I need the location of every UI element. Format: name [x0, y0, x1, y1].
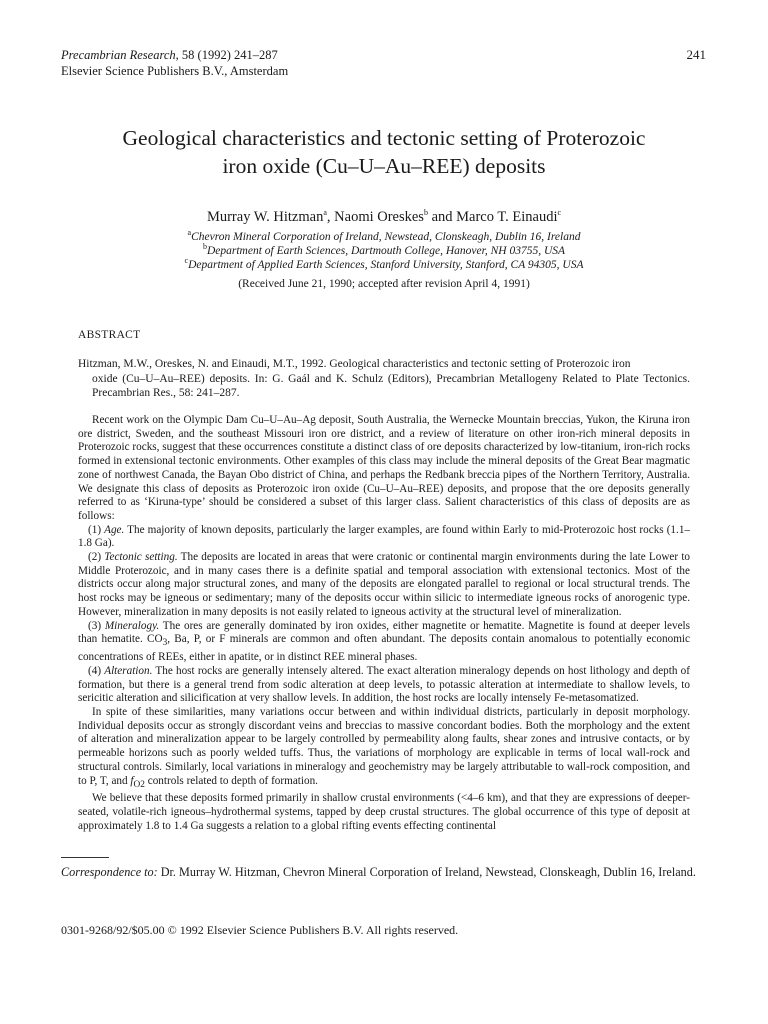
item-number: (4)	[88, 664, 105, 677]
item-label: Tectonic setting.	[104, 551, 178, 564]
journal-issue: 58 (1992) 241–287	[178, 48, 278, 62]
item-number: (1)	[88, 523, 105, 536]
footnote-rule	[61, 857, 109, 858]
citation-rest: oxide (Cu–U–Au–REE) deposits. In: G. Gaál and K. Schulz (Editors), Precambrian Metallogeny Related to Plate Tectonics. Precambrian Res., 58: 241–287.	[92, 372, 690, 400]
title-line-1: Geological characteristics and tectonic setting of Proterozoic	[122, 126, 646, 150]
abstract-body	[78, 414, 690, 834]
item-text: The ores are generally dominated by iron oxides, either magnetite or hematite. Magnetite is found at deeper levels than hematite. CO	[78, 619, 691, 646]
item-text: , Ba, P, or F minerals are common and often abundant. The deposits contain anomalous to potentially economic concentrations of REEs, either in apatite, or in distinct REE mineral phases.	[78, 633, 690, 664]
affiliation-text: Department of Earth Sciences, Dartmouth College, Hanover, NH 03755, USA	[206, 245, 566, 257]
item-text: The deposits are located in areas that were cratonic or continental margin environments during the late Lower to Middle Proterozoic, and in many cases there is a definite spatial and temporal association with extensional tectonics. Most of the districts occur along major structural zones, and many of the deposits are elongated parallel to regional or local structural trends. The host rocks may be igneous or sedimentary; many of the deposits occur within silicic to intermediate igneous rocks of anorogenic type. However, mineralization in many deposits is not easily related to igneous activity at the structural level of mineralization.	[78, 551, 691, 618]
affiliation-text: Department of Applied Earth Sciences, Stanford University, Stanford, CA 94305, USA	[188, 259, 584, 271]
correspondence-note	[61, 864, 707, 880]
author-separator: ,	[326, 209, 335, 225]
author-name: Murray W. Hitzman	[206, 209, 324, 225]
subscript: 3	[162, 638, 168, 649]
title-line-2: iron oxide (Cu–U–Au–REE) deposits	[222, 154, 546, 178]
characteristic-item	[78, 524, 690, 551]
abstract-paragraph: We believe that these deposits formed primarily in shallow crustal environments (<4–6 km), and that they are expressions of deeper-seated, volatile-rich igneous–hydrothermal systems, tapped by deep crustal structures. The global occurrence of this type of deposit at approximately 1.8 to 1.4 Ga suggests a relation to a global rifting events effecting continental	[78, 792, 690, 832]
item-text: The host rocks are generally intensely altered. The exact alteration mineralogy depends on host lithology and depth of formation, but there is a general trend from sodic alteration at deep levels, to potassic alteration at intermediate to shallow levels, to sericitic alteration and silicification at very shallow levels. In addition, the host rocks are locally intensely Fe-metasomatized.	[78, 664, 690, 705]
correspondence-text: Dr. Murray W. Hitzman, Chevron Mineral Corporation of Ireland, Newstead, Clonskeagh, Dublin 16, Ireland.	[157, 865, 696, 879]
citation-line-1: Hitzman, M.W., Oreskes, N. and Einaudi, M.T., 1992. Geological characteristics and tectonic setting of Proterozoic iron	[78, 358, 631, 370]
characteristic-item	[78, 665, 690, 706]
item-number: (2)	[88, 551, 105, 564]
fugacity-symbol: f	[130, 774, 134, 787]
affiliation-mark: b	[423, 208, 428, 218]
author-name: Naomi Oreskes	[334, 209, 424, 225]
affiliation	[40, 244, 728, 258]
affiliations	[40, 230, 728, 272]
journal-line	[61, 47, 288, 63]
characteristic-item	[78, 620, 690, 665]
page-number: 241	[686, 47, 706, 62]
affiliation	[40, 230, 728, 244]
item-label: Age.	[104, 523, 125, 536]
affiliation-mark: a	[187, 228, 192, 238]
journal-header	[61, 47, 288, 79]
affiliation-mark: b	[202, 242, 207, 252]
author-name: Marco T. Einaudi	[456, 209, 558, 225]
affiliation-mark: a	[323, 208, 327, 218]
characteristic-item	[78, 551, 690, 620]
subscript: O2	[133, 779, 145, 790]
abstract-paragraph: Recent work on the Olympic Dam Cu–U–Au–Ag deposit, South Australia, the Wernecke Mountain breccias, Yukon, the Kiruna iron ore district, Sweden, and the southeast Missouri iron ore district, and a review of literature on other iron-rich mineral deposits in Proterozoic rocks, suggest that these occurrences constitute a distinct class of ore deposits characterized by low-titanium, iron-rich rocks formed in extensional tectonic environments. Other examples of this class may include the mineral deposits of the Great Bear magmatic zone of northwest Canada, the Bayan Obo district of China, and perhaps the Redbank breccia pipes of the Northern Territory, Australia. We designate this class of deposits as Proterozoic iron oxide (Cu–U–Au–REE) deposits, and propose that the ore deposits generally referred to as ‘Kiruna-type’ should be considered a subset of this larger class. Salient characteristics of this class of deposits are as follows:	[78, 414, 690, 522]
publisher: Elsevier Science Publishers B.V., Amsterdam	[61, 64, 289, 78]
item-number: (3)	[88, 619, 105, 632]
copyright-line: 0301-9268/92/$05.00 © 1992 Elsevier Science Publishers B.V. All rights reserved.	[61, 923, 459, 937]
paper-title	[40, 124, 728, 180]
paragraph-text: controls related to depth of formation.	[144, 774, 318, 787]
received-dates: (Received June 21, 1990; accepted after revision April 4, 1991)	[238, 278, 530, 290]
affiliation	[40, 258, 728, 272]
abstract-paragraph	[78, 706, 690, 792]
affiliation-text: Chevron Mineral Corporation of Ireland, Newstead, Clonskeagh, Dublin 16, Ireland	[191, 231, 581, 243]
affiliation-mark: c	[184, 256, 189, 266]
paragraph-text: In spite of these similarities, many variations occur between and within individual districts, particularly in deposit morphology. Individual deposits occur as strongly discordant veins and breccias to massive concordant bodies. Both the morphology and the extent of alteration and mineralization appear to be largely controlled by permeability along faults, shear zones and intrusive contacts, or by permeable horizons such as poorly welded tuffs. Thus, the variations of morphology are explicable in terms of local wall-rock and structural controls. Similarly, local variations in mineralogy and geochemistry may be largely attributable to wall-rock composition, and to P, T, and	[78, 706, 690, 787]
citation	[78, 357, 690, 401]
item-label: Alteration.	[104, 664, 153, 677]
correspondence-label: Correspondence to:	[61, 865, 158, 879]
item-text: The majority of known deposits, particularly the larger examples, are found within Early to mid-Proterozoic host rocks (1.1–1.8 Ga).	[78, 523, 691, 550]
item-label: Mineralogy.	[104, 619, 160, 632]
journal-name: Precambrian Research,	[61, 48, 179, 62]
affiliation-mark: c	[557, 208, 562, 218]
author-separator: and	[427, 209, 457, 225]
abstract-heading: ABSTRACT	[78, 329, 141, 341]
author-list	[40, 209, 728, 226]
